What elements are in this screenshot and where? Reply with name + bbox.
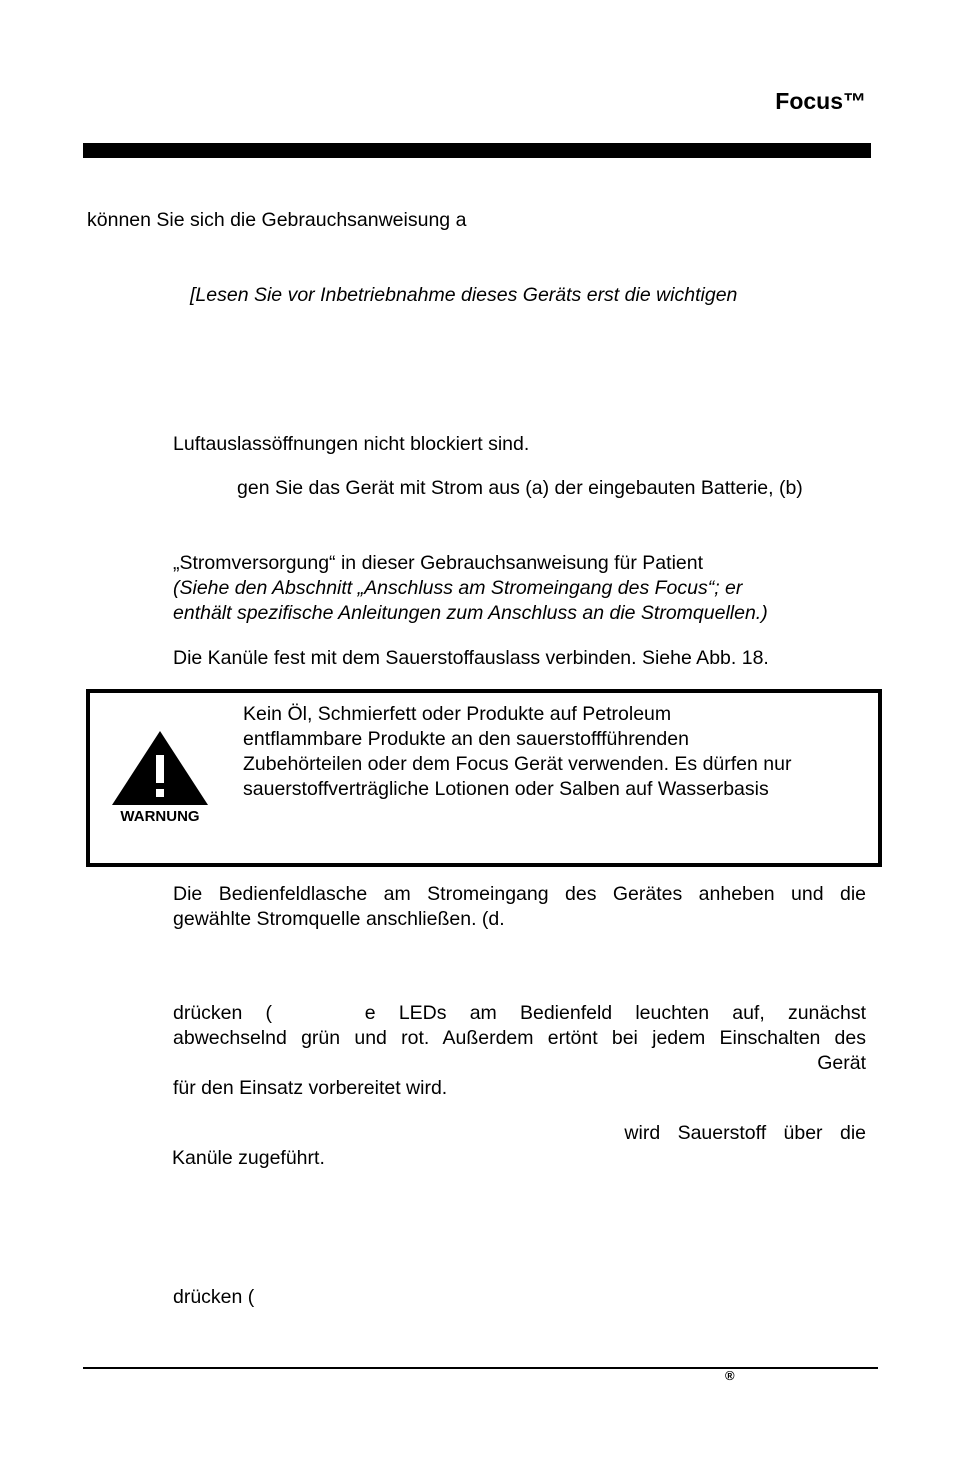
- supply-text: „Stromversorgung“ in dieser Gebrauchsanweisung für Patient: [173, 552, 704, 574]
- see-section-line-1: (Siehe den Abschnitt „Anschluss am Stromeingang des Focus“; er: [173, 577, 743, 599]
- page-header-title: Focus™: [775, 88, 866, 114]
- oxygen-line-1: wird Sauerstoff über die: [624, 1122, 866, 1144]
- press-step-line-4: für den Einsatz vorbereitet wird.: [173, 1077, 448, 1099]
- warning-line-2: entflammbare Produkte an den sauerstoffführenden: [243, 728, 689, 750]
- warning-line-1: Kein Öl, Schmierfett oder Produkte auf Petroleum: [243, 703, 672, 725]
- warning-line-3: Zubehörteilen oder dem Focus Gerät verwenden. Es dürfen nur: [243, 753, 792, 775]
- vents-text: Luftauslassöffnungen nicht blockiert sind.: [173, 433, 530, 455]
- read-note: [Lesen Sie vor Inbetriebnahme dieses Geräts erst die wichtigen: [190, 284, 738, 306]
- press-off-text: drücken (: [173, 1286, 255, 1308]
- warning-icon-label: WARNUNG: [120, 808, 200, 825]
- panel-step-line-2: gewählte Stromquelle anschließen. (d.: [173, 908, 505, 930]
- see-section-line-2: enthält spezifische Anleitungen zum Anschluss an die Stromquellen.): [173, 602, 768, 624]
- press-step-line-1: drücken ( e LEDs am Bedienfeld leuchten auf, zunächst: [173, 1002, 866, 1024]
- intro-text: können Sie sich die Gebrauchsanweisung a: [87, 209, 467, 231]
- press-step-line-2: abwechselnd grün und rot. Außerdem ertönt bei jedem Einschalten des: [173, 1027, 866, 1049]
- cannula-text: Die Kanüle fest mit dem Sauerstoffauslass verbinden. Siehe Abb. 18.: [173, 647, 769, 669]
- warning-line-4: sauerstoffverträgliche Lotionen oder Salben auf Wasserbasis: [243, 778, 769, 800]
- warning-icon: [108, 727, 212, 827]
- panel-step-line-1: Die Bedienfeldlasche am Stromeingang des Gerätes anheben und die: [173, 883, 866, 905]
- oxygen-line-2: Kanüle zugeführt.: [172, 1147, 325, 1169]
- power-text: gen Sie das Gerät mit Strom aus (a) der eingebauten Batterie, (b): [237, 477, 803, 499]
- press-step-line-3: Gerät: [817, 1052, 866, 1074]
- header-rule: [83, 143, 871, 158]
- footer-rule: [83, 1367, 878, 1369]
- registered-mark: ®: [725, 1368, 735, 1383]
